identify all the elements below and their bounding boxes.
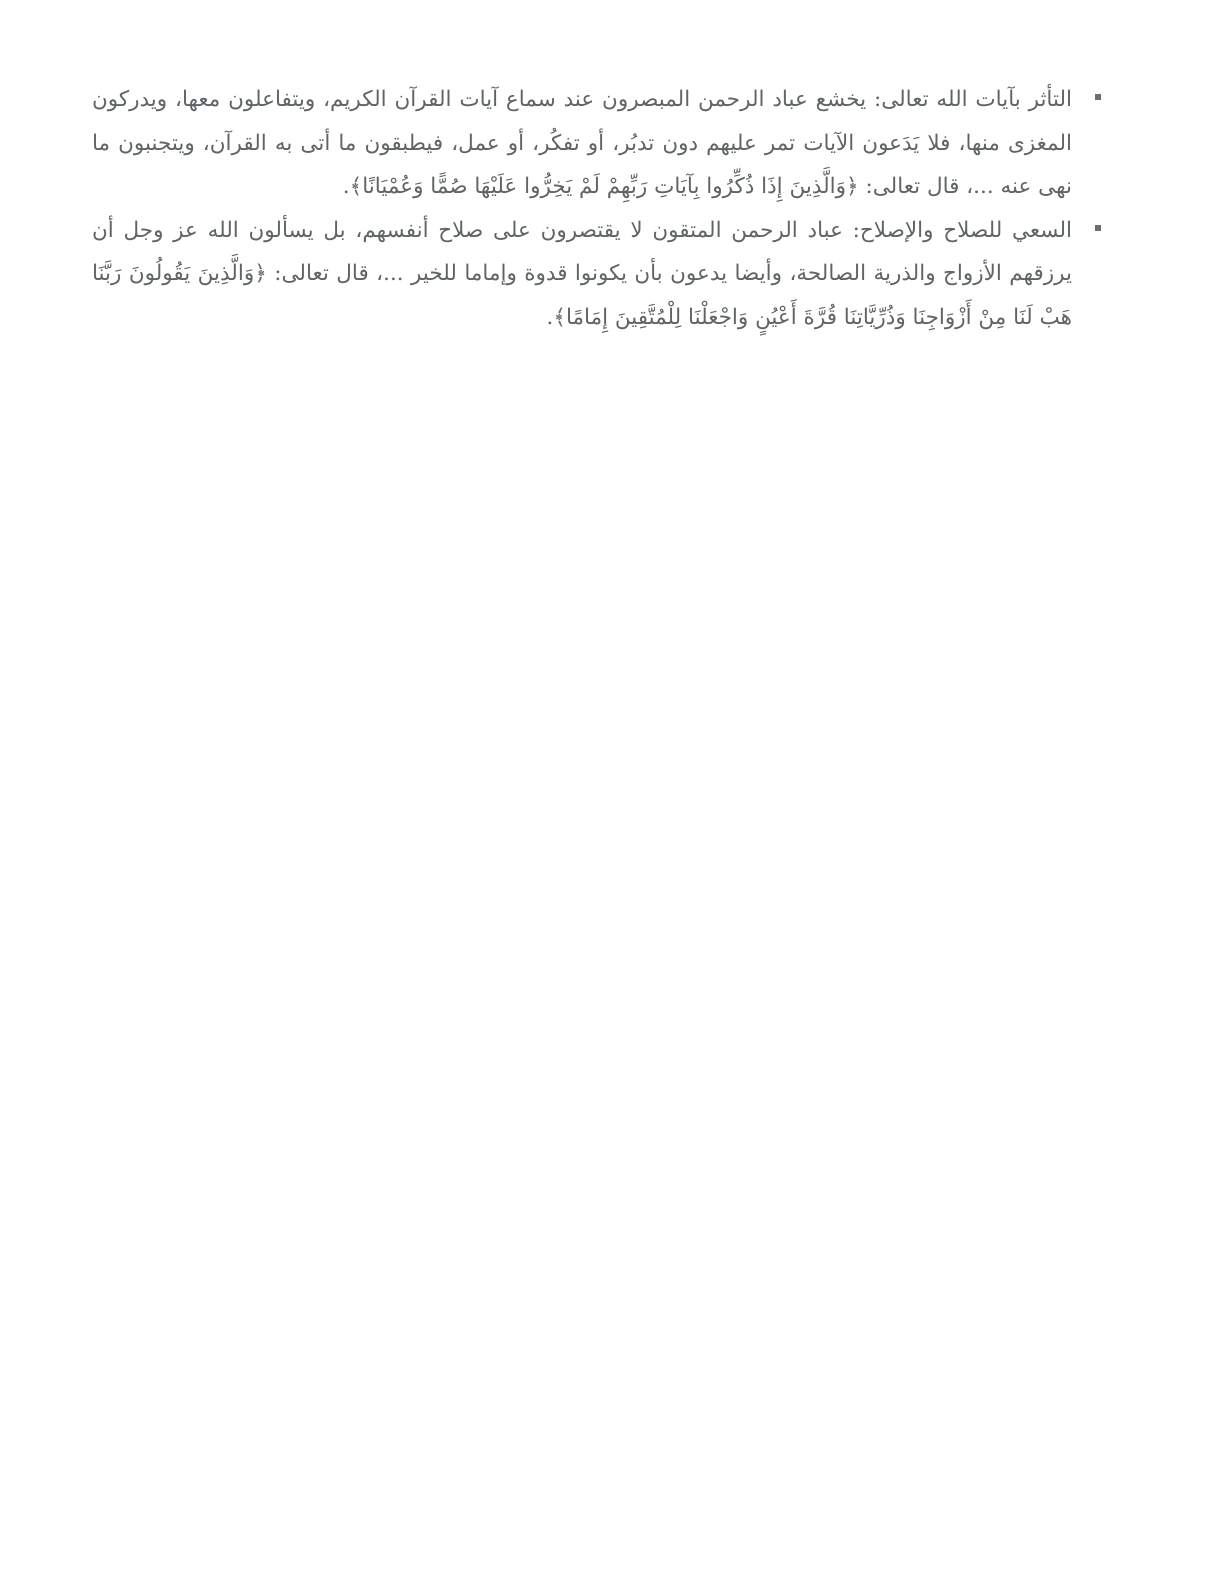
bullet-list [92,78,1072,339]
quote-close-mark: ﴾ [349,174,363,199]
square-bullet-icon [1095,94,1101,100]
list-item [92,78,1072,209]
sentence-end: . [546,304,554,330]
quran-verse: وَالَّذِينَ إِذَا ذُكِّرُوا بِآيَاتِ رَبِّهِمْ لَمْ يَخِرُّوا عَلَيْهَا صُمًّا وَعُمْيَانًا [362,174,847,199]
quote-open-mark: ﴿ [846,174,859,199]
quran-verse: وَالَّذِينَ يَقُولُونَ رَبَّنَا هَبْ لَنَا مِنْ أَزْوَاجِنَا وَذُرِّيَّاتِنَا قُرَّةَ أَعْيُنٍ وَاجْعَلْنَا لِلْمُتَّقِينَ إِمَامًا [92,261,1072,330]
list-item [92,209,1072,340]
square-bullet-icon [1095,225,1101,231]
quote-open-mark: ﴿ [254,261,267,286]
document-body [92,78,1072,339]
item-text: التأثر بآيات الله تعالى: يخشع عباد الرحمن المبصرون عند سماع آيات القرآن الكريم، ويتفاعلون معها، ويدركون المغزى منها، فلا يَدَعون الآيات تمر عليهم دون تدبُر، أو تفكُر، أو عمل، فيطبقون ما أتى به القرآن، ويتجنبون ما نهى عنه ...، قال تعالى: [92,87,1073,199]
item-text: السعي للصلاح والإصلاح: عباد الرحمن المتقون لا يقتصرون على صلاح أنفسهم، بل يسألون الله عز وجل أن يرزقهم الأزواج والذرية الصالحة، وأيضا يدعون بأن يكونوا قدوة وإماما للخير ...، قال تعالى: [92,217,1073,286]
quote-close-mark: ﴾ [553,304,566,330]
sentence-end: . [342,174,350,199]
